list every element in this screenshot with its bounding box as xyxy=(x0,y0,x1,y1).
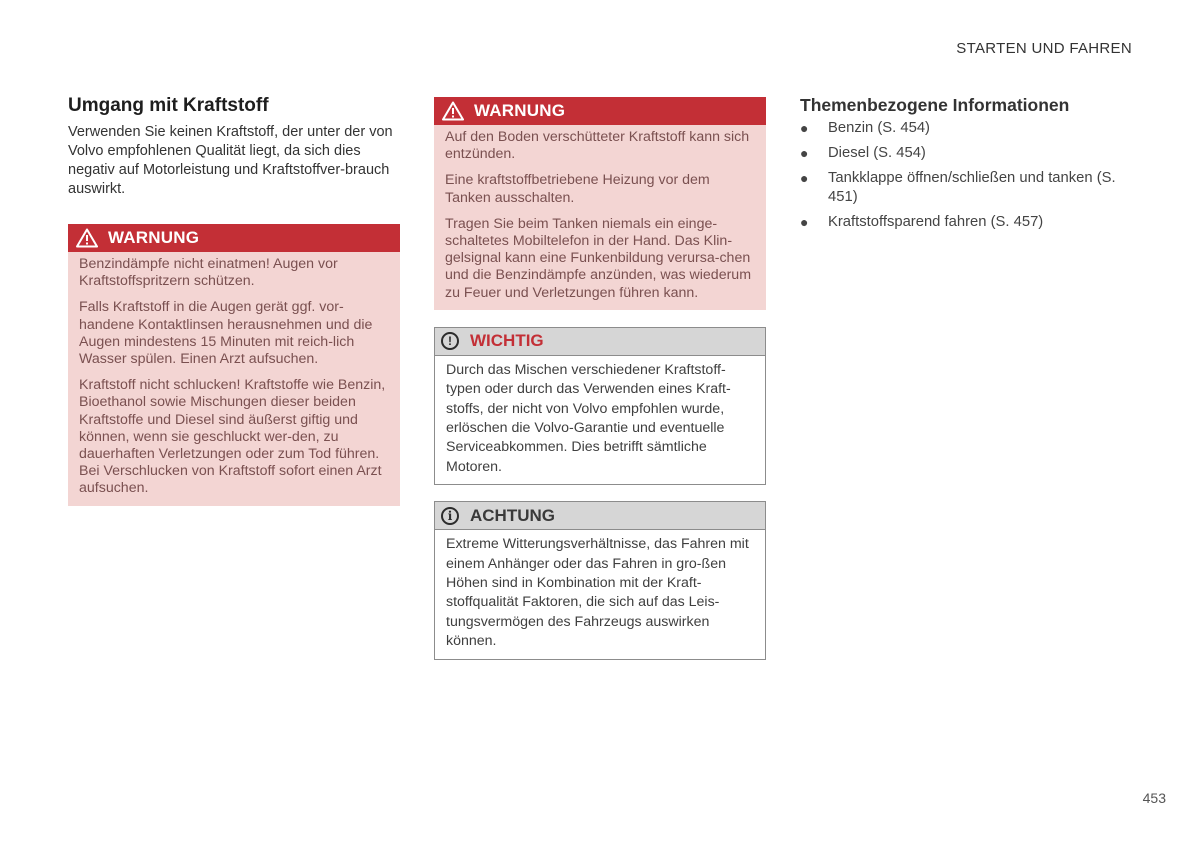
related-info-title: Themenbezogene Informationen xyxy=(800,95,1070,115)
bullet-icon: ● xyxy=(800,120,809,136)
warning-paragraph: Tragen Sie beim Tanken niemals ein einge-schaltetes Mobiltelefon in der Hand. Das Klin-gelsignal kann eine Funkenbildung verursa-chen und die Benzindämpfe anzünden, was wiederum zu Feuer und Verletzungen führen kann. xyxy=(445,215,752,301)
note-label: ACHTUNG xyxy=(470,505,555,525)
warning-triangle-icon xyxy=(442,101,464,121)
warning-paragraph: Auf den Boden verschütteter Kraftstoff kann sich entzünden. xyxy=(445,129,750,163)
bullet-icon: ● xyxy=(800,214,809,230)
exclamation-circle-icon: ! xyxy=(441,332,459,350)
important-header xyxy=(435,328,765,356)
warning-paragraph: Kraftstoff nicht schlucken! Kraftstoffe wie Benzin, Bioethanol sowie Mischungen dieser beiden Kraftstoffe und Diesel sind äußerst giftig und können, wenn sie geschluckt wer-den, zu dauerhaften Verletzungen oder zum Tod führen. Bei Verschlucken von Kraftstoff sofort einen Arzt aufsuchen. xyxy=(79,377,386,497)
note-body xyxy=(435,530,765,658)
warning-body xyxy=(68,252,400,506)
bullet-icon: ● xyxy=(800,145,809,161)
warning-paragraph: Benzindämpfe nicht einatmen! Augen vor Kraftstoffspritzern schützen. xyxy=(79,256,338,290)
warning-label: WARNUNG xyxy=(108,228,200,247)
important-label: WICHTIG xyxy=(470,331,544,351)
page-number: 453 xyxy=(1142,790,1166,806)
related-link-text[interactable]: Diesel (S. 454) xyxy=(828,145,926,161)
important-box xyxy=(434,327,766,485)
note-text: Extreme Witterungsverhältnisse, das Fahren mit einem Anhänger oder das Fahren in gro-ßen Höhen sind in Kombination mit der Kraft-stoffqualität Faktoren, die sich auf das Leis-tungsvermögen des Fahrzeugs auswirken können. xyxy=(446,536,749,650)
column-related-info xyxy=(800,95,1140,238)
warning-label: WARNUNG xyxy=(474,101,566,120)
note-header xyxy=(435,502,765,530)
warning-box xyxy=(434,97,766,310)
running-header: STARTEN UND FAHREN xyxy=(956,40,1132,57)
warning-header xyxy=(434,97,766,125)
related-links-list xyxy=(800,119,1140,232)
related-link-text[interactable]: Tankklappe öffnen/schließen und tanken (S. 451) xyxy=(828,170,1116,205)
column-notices xyxy=(434,97,766,660)
intro-paragraph: Verwenden Sie keinen Kraftstoff, der unter der von Volvo empfohlenen Qualität liegt, da sich dies negativ auf Motorleistung und Kraftstoffver-brauch auswirkt. xyxy=(68,124,393,197)
column-fuel-handling xyxy=(68,95,400,506)
related-link-text[interactable]: Benzin (S. 454) xyxy=(828,120,930,136)
related-link[interactable] xyxy=(800,213,1140,232)
bullet-icon: ● xyxy=(800,170,809,186)
related-link-text[interactable]: Kraftstoffsparend fahren (S. 457) xyxy=(828,214,1044,230)
warning-paragraph: Eine kraftstoffbetriebene Heizung vor dem Tanken ausschalten. xyxy=(445,172,710,206)
note-box xyxy=(434,501,766,659)
important-text: Durch das Mischen verschiedener Kraftstoff-typen oder durch das Verwenden eines Kraft-stoffs, der nicht von Volvo empfohlen wurde, erlöschen die Volvo-Garantie und eventuelle Serviceabkommen. Dies betrifft sämtliche Motoren. xyxy=(446,361,731,475)
related-link[interactable] xyxy=(800,119,1140,138)
section-title: Umgang mit Kraftstoff xyxy=(68,95,269,116)
warning-paragraph: Falls Kraftstoff in die Augen gerät ggf. vor-handene Kontaktlinsen herausnehmen und die Augen mindestens 15 Minuten mit reich-lich Wasser spülen. Einen Arzt aufsuchen. xyxy=(79,299,373,368)
related-link[interactable] xyxy=(800,169,1140,207)
warning-body xyxy=(434,125,766,310)
related-link[interactable] xyxy=(800,144,1140,163)
warning-header xyxy=(68,224,400,252)
warning-box xyxy=(68,224,400,506)
info-circle-icon: i xyxy=(441,507,459,525)
warning-triangle-icon xyxy=(76,228,98,248)
important-body xyxy=(435,356,765,484)
